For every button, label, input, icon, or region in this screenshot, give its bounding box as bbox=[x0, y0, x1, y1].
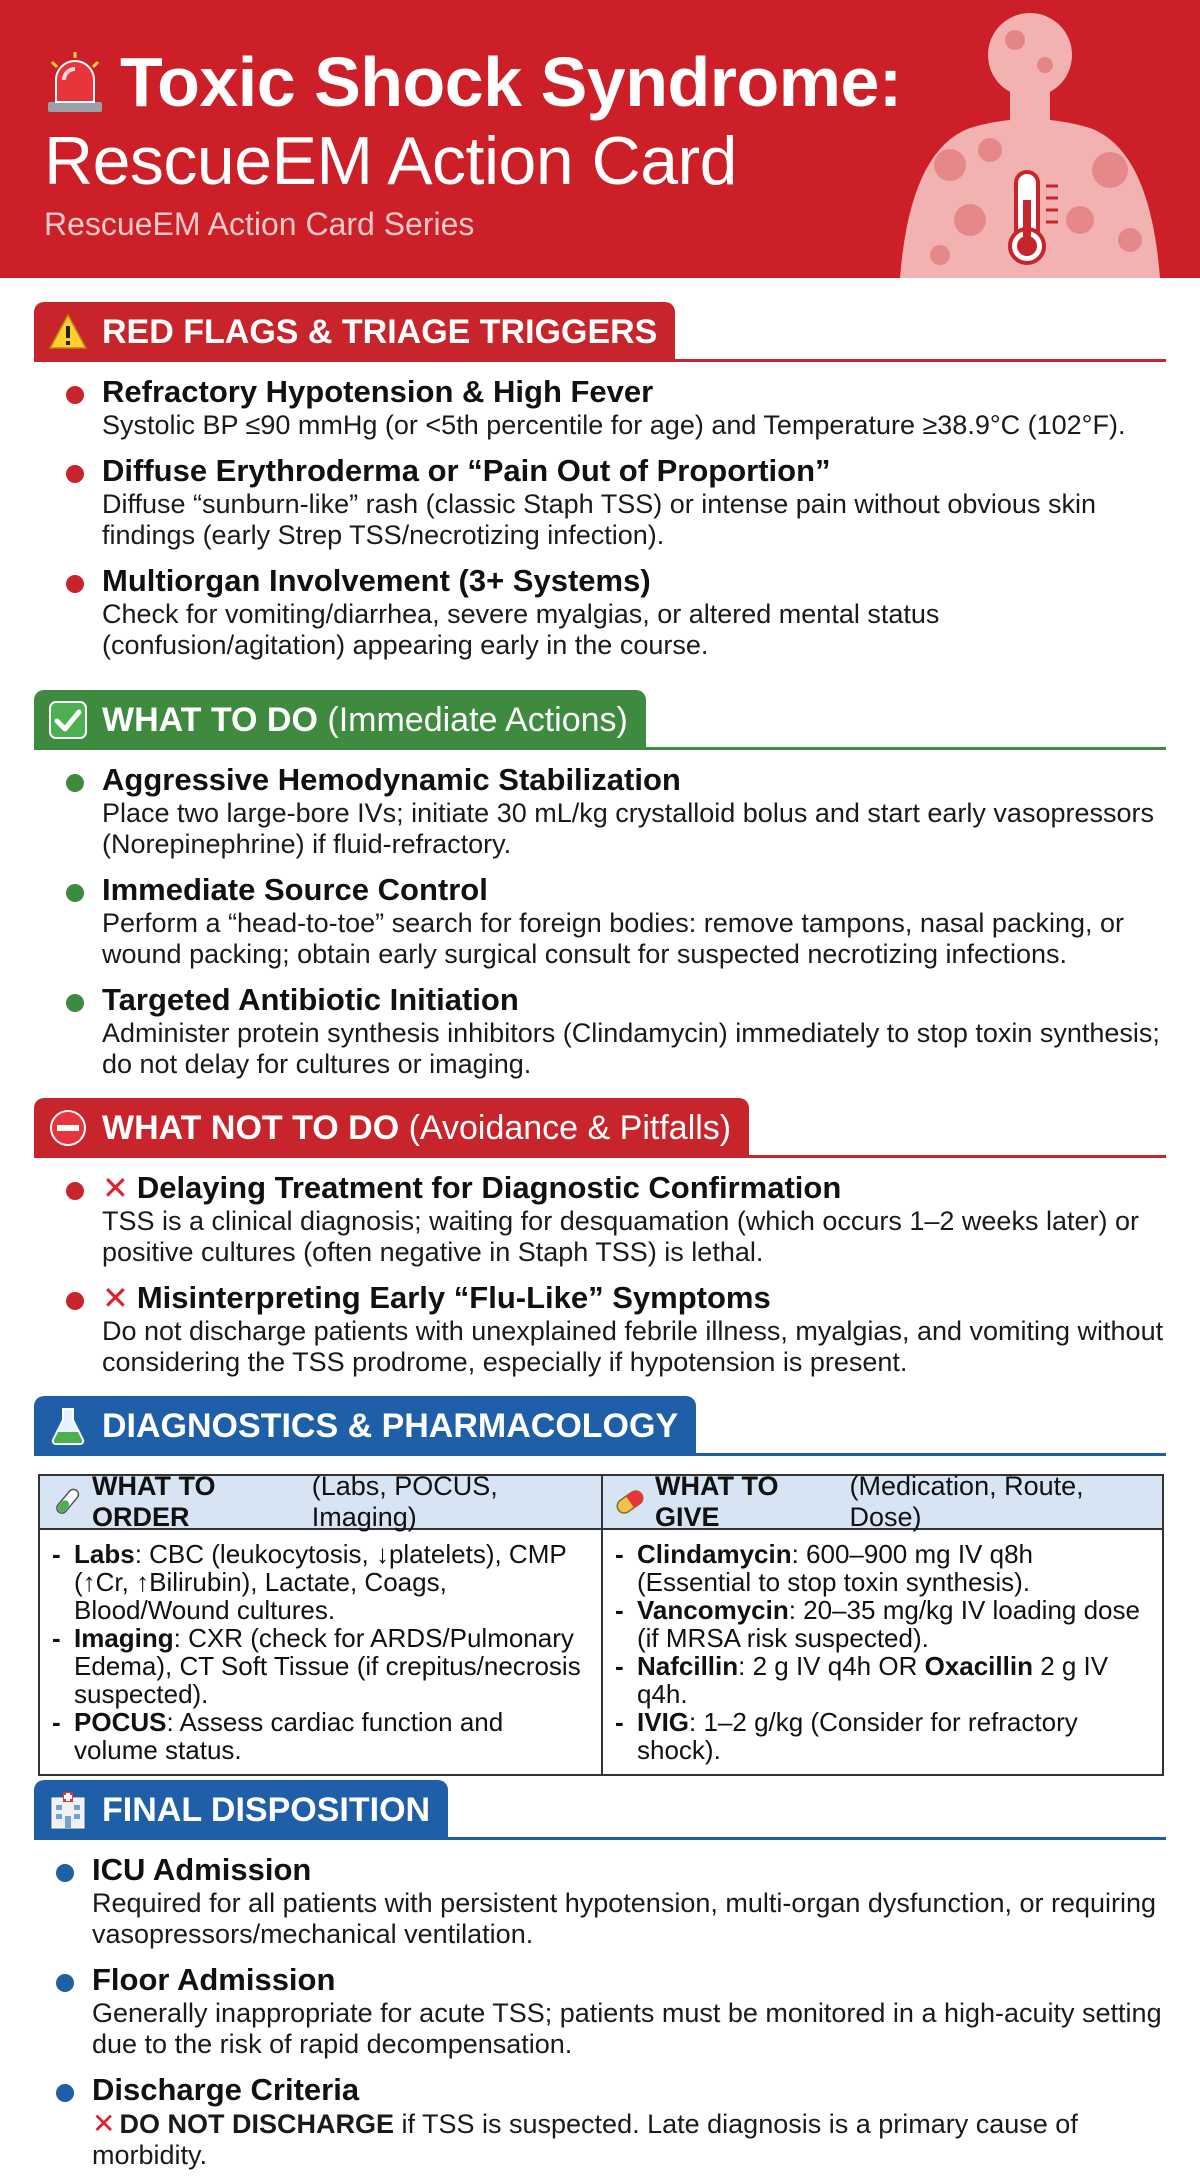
what-not-to-do-section bbox=[34, 1098, 1166, 1390]
title-line-1 bbox=[44, 42, 902, 122]
what-to-do-heading: WHAT TO DO (Immediate Actions) bbox=[34, 690, 646, 750]
red-flags-section bbox=[34, 302, 1166, 673]
diagnostics-section bbox=[34, 1396, 1166, 1776]
item-text: Generally inappropriate for acute TSS; patients must be monitored in a high-acuity setting due to the risk of rapid decompensation. bbox=[92, 1998, 1162, 2059]
list-item bbox=[60, 374, 1166, 441]
pill-icon bbox=[613, 1485, 647, 1519]
list-item bbox=[60, 453, 1166, 551]
item-title: Immediate Source Control bbox=[102, 872, 488, 907]
item-text: Required for all patients with persistent hypotension, multi-organ dysfunction, or requiring vasopressors/mechanical ventilation. bbox=[92, 1888, 1157, 1949]
order-row: - Imaging: CXR (check for ARDS/Pulmonary Edema), CT Soft Tissue (if crepitus/necrosis suspected). bbox=[52, 1624, 587, 1708]
give-row: - Nafcillin: 2 g IV q4h OR Oxacillin 2 g IV q4h. bbox=[615, 1652, 1148, 1708]
item-text: Administer protein synthesis inhibitors (Clindamycin) immediately to stop toxin synthesis; do not delay for cultures or imaging. bbox=[102, 1018, 1160, 1079]
x-mark-icon: ✕ bbox=[102, 1280, 129, 1316]
order-column-header: WHAT TO ORDER (Labs, POCUS, Imaging) bbox=[40, 1476, 603, 1530]
item-title: ✕ Misinterpreting Early “Flu-Like” Symptoms bbox=[102, 1280, 771, 1316]
item-title: ✕ Delaying Treatment for Diagnostic Confirmation bbox=[102, 1170, 842, 1206]
list-item bbox=[60, 982, 1166, 1080]
order-cell bbox=[40, 1530, 603, 1774]
item-text: Perform a “head-to-toe” search for foreign bodies: remove tampons, nasal packing, or wound packing; obtain early surgical consult for suspected necrotizing infections. bbox=[102, 908, 1125, 969]
title-line-2: RescueEM Action Card bbox=[44, 123, 737, 199]
item-text: TSS is a clinical diagnosis; waiting for desquamation (which occurs 1–2 weeks later) or positive cultures (often negative in Staph TSS) is lethal. bbox=[102, 1206, 1139, 1267]
diagnostics-table bbox=[38, 1471, 1164, 1776]
bullet-dot bbox=[66, 994, 84, 1012]
list-item bbox=[50, 2072, 1166, 2171]
order-row: - Labs: CBC (leukocytosis, ↓platelets), CMP (↑Cr, ↑Bilirubin), Lactate, Coags, Blood/Wound cultures. bbox=[52, 1540, 587, 1624]
item-title: Multiorgan Involvement (3+ Systems) bbox=[102, 563, 651, 598]
item-text: ✕ DO NOT DISCHARGE if TSS is suspected. Late diagnosis is a primary cause of morbidity. bbox=[92, 2108, 1078, 2170]
bullet-dot bbox=[56, 1974, 74, 1992]
order-row: - POCUS: Assess cardiac function and volume status. bbox=[52, 1708, 587, 1764]
stop-icon bbox=[48, 1108, 88, 1148]
title-text-1: Toxic Shock Syndrome: bbox=[120, 43, 902, 121]
what-not-to-do-heading: WHAT NOT TO DO (Avoidance & Pitfalls) bbox=[34, 1098, 749, 1158]
bullet-dot bbox=[66, 465, 84, 483]
header-banner bbox=[0, 0, 1200, 278]
list-item bbox=[60, 762, 1166, 860]
diagnostics-heading: DIAGNOSTICS & PHARMACOLOGY bbox=[34, 1396, 696, 1456]
siren-icon bbox=[44, 50, 106, 114]
bullet-dot bbox=[56, 2084, 74, 2102]
disposition-heading: FINAL DISPOSITION bbox=[34, 1780, 448, 1840]
item-text: Place two large-bore IVs; initiate 30 mL/kg crystalloid bolus and start early vasopressors (Norepinephrine) if fluid-refractory. bbox=[102, 798, 1154, 859]
bullet-dot bbox=[66, 1292, 84, 1310]
list-item bbox=[60, 1280, 1166, 1378]
item-text: Systolic BP ≤90 mmHg (or <5th percentile for age) and Temperature ≥38.9°C (102°F). bbox=[102, 410, 1126, 440]
disposition-section bbox=[34, 1780, 1166, 2183]
item-title: Refractory Hypotension & High Fever bbox=[102, 374, 654, 409]
human-rash-thermometer-icon bbox=[880, 0, 1200, 278]
list-item bbox=[50, 1852, 1166, 1950]
flask-icon bbox=[48, 1406, 88, 1446]
test-tube-icon bbox=[50, 1485, 84, 1519]
bullet-dot bbox=[66, 884, 84, 902]
hospital-icon bbox=[48, 1790, 88, 1830]
bullet-dot bbox=[66, 1182, 84, 1200]
red-flags-heading: RED FLAGS & TRIAGE TRIGGERS bbox=[34, 302, 675, 362]
list-item bbox=[60, 563, 1166, 661]
item-title: ICU Admission bbox=[92, 1852, 312, 1887]
item-text: Do not discharge patients with unexplained febrile illness, myalgias, and vomiting without considering the TSS prodrome, especially if hypotension is present. bbox=[102, 1316, 1164, 1377]
bullet-dot bbox=[66, 575, 84, 593]
check-icon bbox=[48, 700, 88, 740]
item-text: Diffuse “sunburn-like” rash (classic Staph TSS) or intense pain without obvious skin findings (early Strep TSS/necrotizing infection). bbox=[102, 489, 1096, 550]
list-item bbox=[60, 1170, 1166, 1268]
warning-icon bbox=[48, 312, 88, 352]
list-item bbox=[50, 1962, 1166, 2060]
item-text: Check for vomiting/diarrhea, severe myalgias, or altered mental status (confusion/agitation) appearing early in the course. bbox=[102, 599, 940, 660]
give-cell bbox=[603, 1530, 1162, 1774]
bullet-dot bbox=[66, 386, 84, 404]
header-subtitle: RescueEM Action Card Series bbox=[44, 206, 475, 242]
list-item bbox=[60, 872, 1166, 970]
give-row: - Vancomycin: 20–35 mg/kg IV loading dose (if MRSA risk suspected). bbox=[615, 1596, 1148, 1652]
bullet-dot bbox=[56, 1864, 74, 1882]
item-title: Aggressive Hemodynamic Stabilization bbox=[102, 762, 681, 797]
item-title: Diffuse Erythroderma or “Pain Out of Proportion” bbox=[102, 453, 831, 488]
give-row: - Clindamycin: 600–900 mg IV q8h (Essential to stop toxin synthesis). bbox=[615, 1540, 1148, 1596]
x-mark-icon: ✕ bbox=[92, 2108, 116, 2139]
item-title: Targeted Antibiotic Initiation bbox=[102, 982, 519, 1017]
item-title: Discharge Criteria bbox=[92, 2072, 360, 2107]
give-row: - IVIG: 1–2 g/kg (Consider for refractory shock). bbox=[615, 1708, 1148, 1764]
give-column-header: WHAT TO GIVE (Medication, Route, Dose) bbox=[603, 1476, 1162, 1530]
bullet-dot bbox=[66, 774, 84, 792]
what-to-do-section bbox=[34, 690, 1166, 1092]
item-title: Floor Admission bbox=[92, 1962, 336, 1997]
x-mark-icon: ✕ bbox=[102, 1170, 129, 1206]
